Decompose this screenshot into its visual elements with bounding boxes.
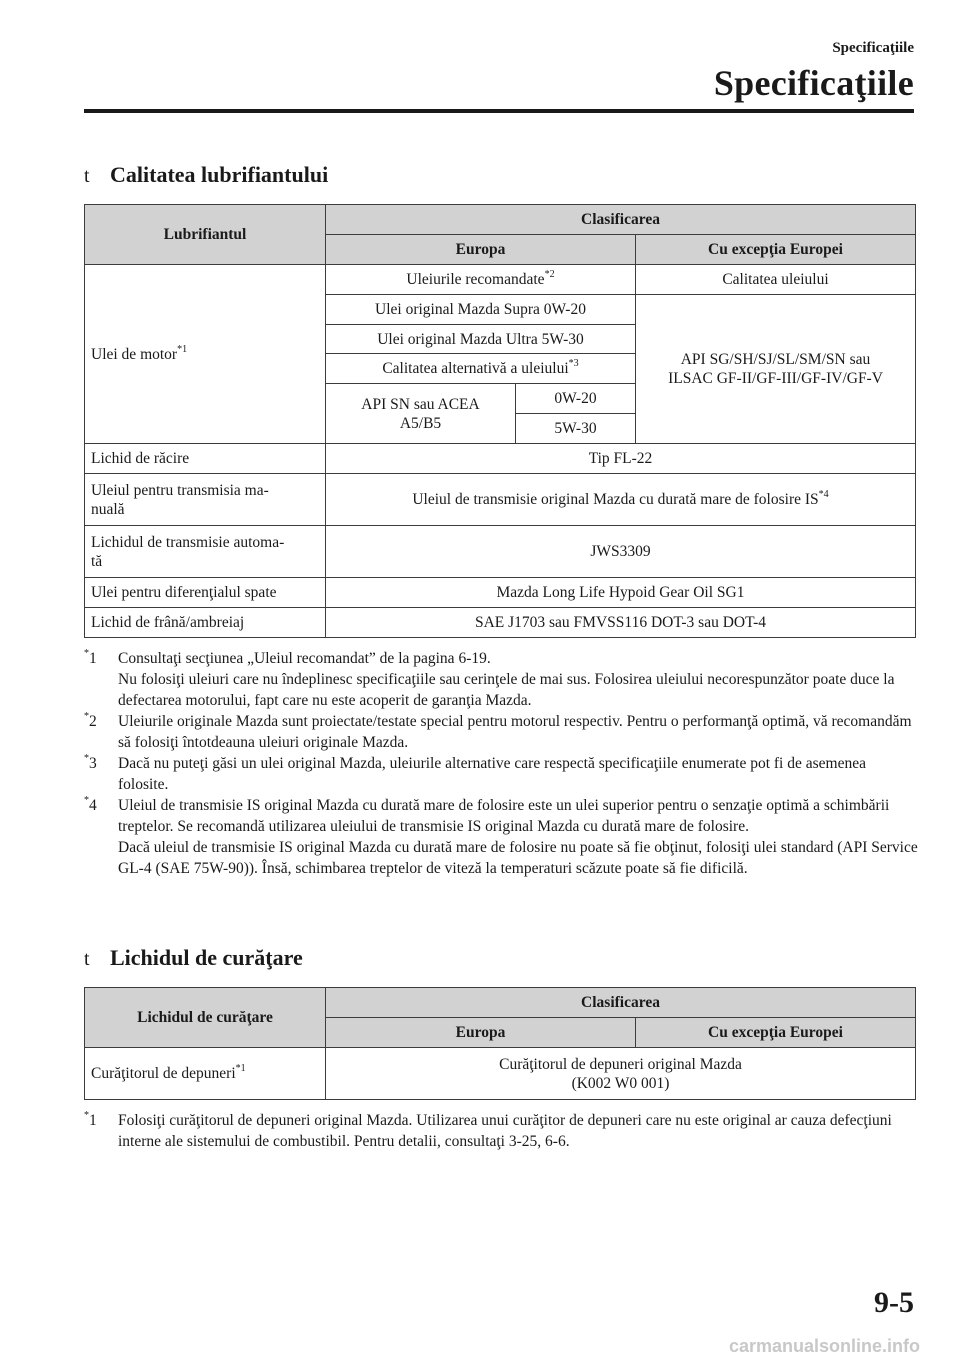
- running-header: Specificaţiile: [832, 40, 914, 56]
- col-header-cleaning-fluid: Lichidul de curăţare: [85, 988, 326, 1048]
- footnote: *1 Folosiţi curăţitorul de depuneri original Mazda. Utilizarea unui curăţitor de depuneri care nu este original ar cauza defecţiuni interne ale sistemului de combustibil. Pentru detalii, consultaţi 3-25, 6-6.: [84, 1110, 892, 1150]
- footnote: *1 Consultaţi secţiunea „Uleiul recomandat” de la pagina 6-19. Nu folosiţi uleiuri care nu îndeplinesc specificaţiile sau cerinţele de mai sus. Folosirea uleiului necorespunzător poate duce la defectarea motorului, fapt care nu este acoperit de garanţia Mazda.: [84, 648, 895, 709]
- brake-fluid-value: SAE J1703 sau FMVSS116 DOT-3 sau DOT-4: [326, 608, 916, 638]
- recommended-oils-cell: Uleiurile recomandate$^{*2}$: [326, 265, 636, 295]
- deposit-cleaner-value: Curăţitorul de depuneri original Mazda (K002 W0 001): [326, 1048, 916, 1100]
- automatic-transmission-value: JWS3309: [326, 526, 916, 578]
- manual-transmission-value: Uleiul de transmisie original Mazda cu durată mare de folosire IS$^{*4}$: [326, 474, 916, 526]
- differential-label: Ulei pentru diferenţialul spate: [85, 578, 326, 608]
- automatic-transmission-label: Lichidul de transmisie automa- tă: [85, 526, 326, 578]
- header-rule: [84, 109, 914, 113]
- footnote: *3 Dacă nu puteţi găsi un ulei original Mazda, uleiurile alternative care respectă specificaţiile enumerate pot fi de asemenea folosite.: [84, 753, 866, 793]
- alt-quality-cell: Calitatea alternativă a uleiului$^{*3}$: [326, 354, 636, 384]
- ultra-oil-cell: Ulei original Mazda Ultra 5W-30: [326, 325, 636, 354]
- footnote: *2 Uleiurile originale Mazda sunt proiectate/testate special pentru motorul respectiv. Pentru o performanţă optimă, vă recomandăm să folosiţi întotdeauna uleiuri originale Mazda.: [84, 711, 912, 751]
- cleaning-fluid-table: [84, 987, 916, 1100]
- col-header-classification: Clasificarea: [326, 988, 916, 1018]
- col-header-classification: Clasificarea: [326, 205, 916, 235]
- col-header-outside-europe: Cu excepţia Europei: [636, 1018, 916, 1048]
- lubricant-table: [84, 204, 916, 638]
- col-header-europe: Europa: [326, 1018, 636, 1048]
- oil-quality-cell: Calitatea uleiului: [636, 265, 916, 295]
- page-number: 9-5: [874, 1286, 914, 1319]
- page-title: Specificaţiile: [713, 63, 914, 103]
- col-header-lubricant: Lubrifiantul: [85, 205, 326, 265]
- viscosity-5w30-cell: 5W-30: [516, 414, 636, 444]
- lubricant-footnotes: [84, 648, 919, 879]
- manual-transmission-label: Uleiul pentru transmisia ma- nuală: [85, 474, 326, 526]
- engine-oil-cell: Ulei de motor$^{*1}$: [85, 265, 326, 444]
- section-title-text: Calitatea lubrifiantului: [110, 162, 329, 187]
- section-bullet-icon: t: [84, 165, 90, 187]
- deposit-cleaner-label: Curăţitorul de depuneri$^{*1}$: [85, 1048, 326, 1100]
- coolant-value: Tip FL-22: [326, 444, 916, 474]
- col-header-outside-europe: Cu excepţia Europei: [636, 235, 916, 265]
- differential-value: Mazda Long Life Hypoid Gear Oil SG1: [326, 578, 916, 608]
- watermark-footer: carmanualsonline.info: [728, 1336, 920, 1356]
- col-header-europe: Europa: [326, 235, 636, 265]
- section-title-cleaning-fluid: [84, 945, 303, 971]
- coolant-label: Lichid de răcire: [85, 444, 326, 474]
- viscosity-0w20-cell: 0W-20: [516, 384, 636, 414]
- section-title-lubricants: [84, 162, 328, 188]
- section-title-text: Lichidul de curăţare: [110, 945, 303, 970]
- cleaning-fluid-footnotes: [84, 1110, 919, 1152]
- brake-fluid-label: Lichid de frână/ambreiaj: [85, 608, 326, 638]
- section-bullet-icon: t: [84, 948, 90, 970]
- footnote: *4 Uleiul de transmisie IS original Mazda cu durată mare de folosire este un ulei superior pentru o senzaţie optimă a schimbării treptelor. Se recomandă utilizarea uleiului de transmisie IS original Mazda cu durată mare de folosire. Dacă uleiul de transmisie IS original Mazda cu durată mare de folosire nu poate să fie obţinut, folosiţi ulei standard (API Service GL-4 (SAE 75W-90)). Însă, schimbarea treptelor de viteză la temperaturi scăzute poate să fie dificilă.: [84, 795, 918, 877]
- api-acea-cell: API SN sau ACEA A5/B5: [326, 384, 516, 444]
- api-spec-cell: API SG/SH/SJ/SL/SM/SN sau ILSAC GF-II/GF-III/GF-IV/GF-V: [636, 295, 916, 444]
- supra-oil-cell: Ulei original Mazda Supra 0W-20: [326, 295, 636, 325]
